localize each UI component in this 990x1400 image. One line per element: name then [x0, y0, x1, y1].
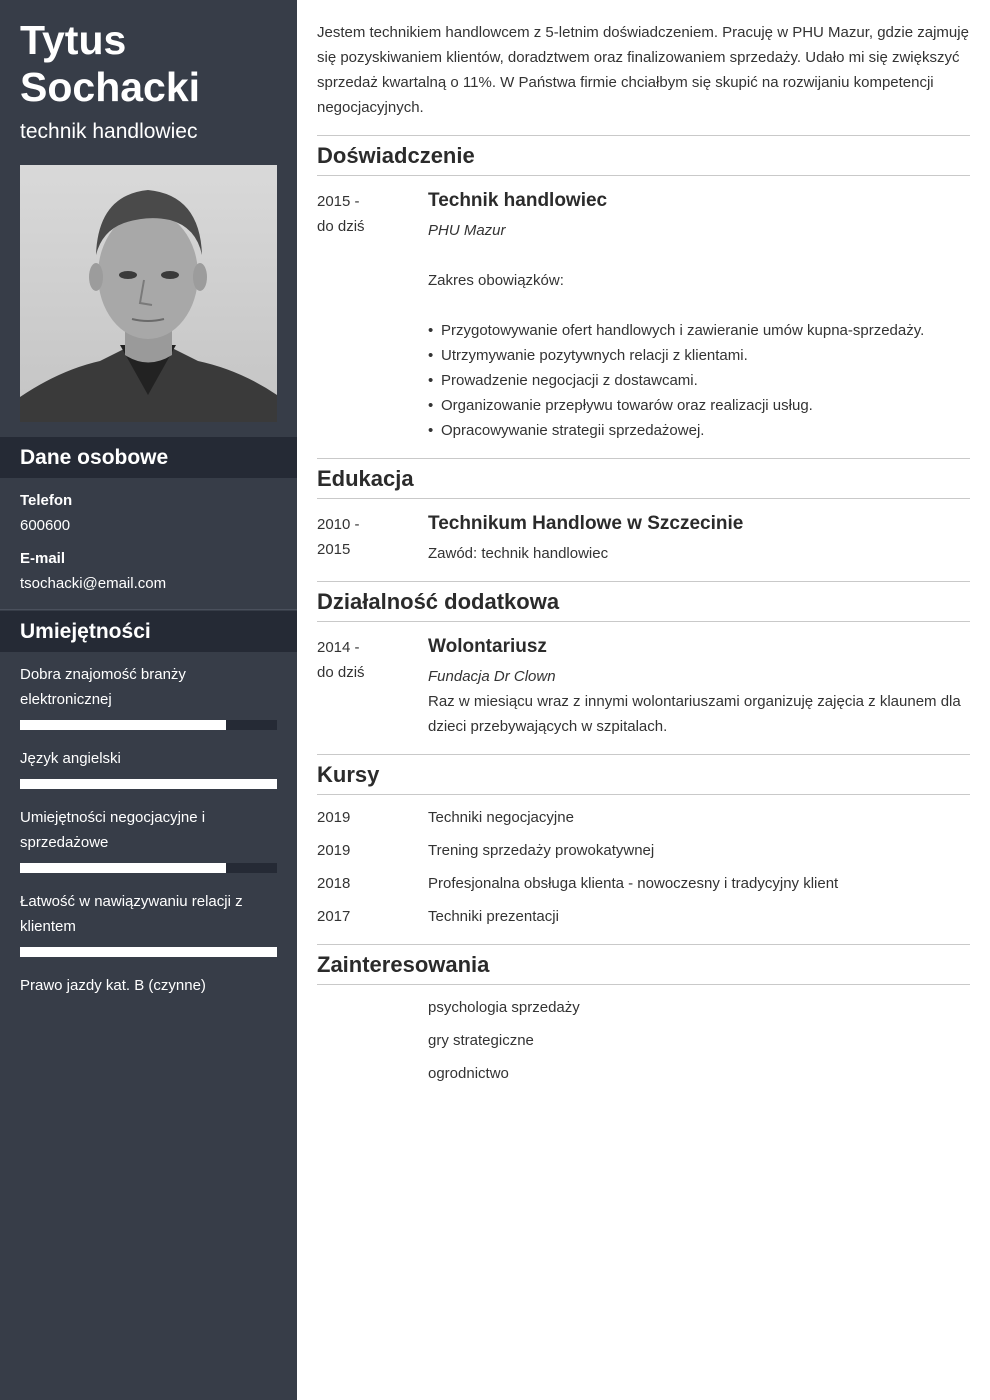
- course-year: 2019: [317, 809, 351, 826]
- section-divider: [317, 175, 970, 176]
- organization-name: Fundacja Dr Clown: [428, 668, 556, 685]
- activity-role: Wolontariusz: [428, 636, 547, 657]
- profession: Zawód: technik handlowiec: [428, 545, 609, 562]
- section-divider: [317, 984, 970, 985]
- course-year: 2018: [317, 875, 351, 892]
- date-to: 2015: [317, 541, 351, 558]
- courses-heading: Kursy: [317, 762, 380, 787]
- section-divider: [317, 754, 970, 755]
- divider: [0, 609, 297, 610]
- date-to: do dziś: [317, 664, 365, 681]
- experience-heading: Doświadczenie: [317, 143, 475, 168]
- section-divider: [317, 135, 970, 136]
- skill-level-bar: [20, 720, 277, 730]
- date-from: 2010 -: [317, 516, 360, 533]
- employer-name: PHU Mazur: [428, 222, 506, 239]
- skills-heading: Umiejętności: [0, 611, 297, 652]
- duty-item: • Opracowywanie strategii sprzedażowej.: [428, 418, 970, 443]
- course-name: Techniki negocjacyjne: [428, 809, 574, 826]
- skill-name: Łatwość w nawiązywaniu relacji z klientem: [20, 893, 243, 935]
- personal-data-heading: Dane osobowe: [0, 437, 297, 478]
- activity-heading: Działalność dodatkowa: [317, 589, 560, 614]
- experience-date: [317, 189, 417, 239]
- section-divider: [317, 794, 970, 795]
- section-divider: [317, 944, 970, 945]
- duty-item: • Przygotowywanie ofert handlowych i zawieranie umów kupna-sprzedaży.: [428, 318, 970, 343]
- job-title: technik handlowiec: [20, 120, 198, 143]
- skill-level-fill: [20, 779, 277, 789]
- candidate-name: [20, 17, 200, 111]
- course-year: 2019: [317, 842, 351, 859]
- skill-level-bar: [20, 863, 277, 873]
- email-label: E-mail: [20, 550, 66, 567]
- section-divider: [317, 621, 970, 622]
- skill-name: Prawo jazdy kat. B (czynne): [20, 977, 206, 994]
- phone-label: Telefon: [20, 492, 73, 509]
- activity-description: Raz w miesiącu wraz z innymi wolontariuszami organizuję zajęcia z klaunem dla dzieci przebywających w szpitalach.: [428, 693, 961, 735]
- course-year: 2017: [317, 908, 351, 925]
- email-value: tsochacki@email.com: [20, 575, 167, 592]
- activity-date: [317, 635, 417, 685]
- duties-label: Zakres obowiązków:: [428, 272, 564, 289]
- first-name: Tytus: [20, 17, 127, 63]
- duty-item: • Utrzymywanie pozytywnych relacji z klientami.: [428, 343, 970, 368]
- interest-item: psychologia sprzedaży: [428, 999, 580, 1016]
- date-from: 2014 -: [317, 639, 360, 656]
- section-divider: [317, 498, 970, 499]
- skill-level-fill: [20, 863, 226, 873]
- skill-level-fill: [20, 947, 277, 957]
- skill-name: Język angielski: [20, 750, 121, 767]
- education-heading: Edukacja: [317, 466, 414, 491]
- section-divider: [317, 458, 970, 459]
- education-date: [317, 512, 417, 562]
- skill-name: Dobra znajomość branży elektronicznej: [20, 666, 186, 708]
- course-name: Techniki prezentacji: [428, 908, 559, 925]
- duty-item: • Prowadzenie negocjacji z dostawcami.: [428, 368, 970, 393]
- course-name: Trening sprzedaży prowokatywnej: [428, 842, 655, 859]
- interest-item: ogrodnictwo: [428, 1065, 509, 1082]
- last-name: Sochacki: [20, 64, 201, 110]
- phone-value: 600600: [20, 517, 71, 534]
- duties-list: [428, 318, 970, 443]
- course-name: Profesjonalna obsługa klienta - nowoczesny i tradycyjny klient: [428, 875, 839, 892]
- school-name: Technikum Handlowe w Szczecinie: [428, 513, 744, 534]
- skill-level-bar: [20, 779, 277, 789]
- date-to: do dziś: [317, 218, 365, 235]
- profile-summary: Jestem technikiem handlowcem z 5-letnim doświadczeniem. Pracuję w PHU Mazur, gdzie zajmuję się pozyskiwaniem klientów, doradztwem oraz finalizowaniem sprzedaży. Udało mi się zwiększyć sprzedaż kwartalną o 11%. W Państwa firmie chciałbym się skupić na rozwijaniu kompetencji negocjacyjnych.: [317, 24, 969, 116]
- profile-photo: [20, 165, 277, 422]
- duty-item: • Organizowanie przepływu towarów oraz realizacji usług.: [428, 393, 970, 418]
- portrait-image: [20, 165, 277, 422]
- job-position: Technik handlowiec: [428, 190, 608, 211]
- skill-name: Umiejętności negocjacyjne i sprzedażowe: [20, 809, 206, 851]
- interest-item: gry strategiczne: [428, 1032, 534, 1049]
- date-from: 2015 -: [317, 193, 360, 210]
- skill-level-bar: [20, 947, 277, 957]
- section-divider: [317, 581, 970, 582]
- skill-level-fill: [20, 720, 226, 730]
- interests-heading: Zainteresowania: [317, 952, 490, 977]
- sidebar: [0, 0, 297, 1400]
